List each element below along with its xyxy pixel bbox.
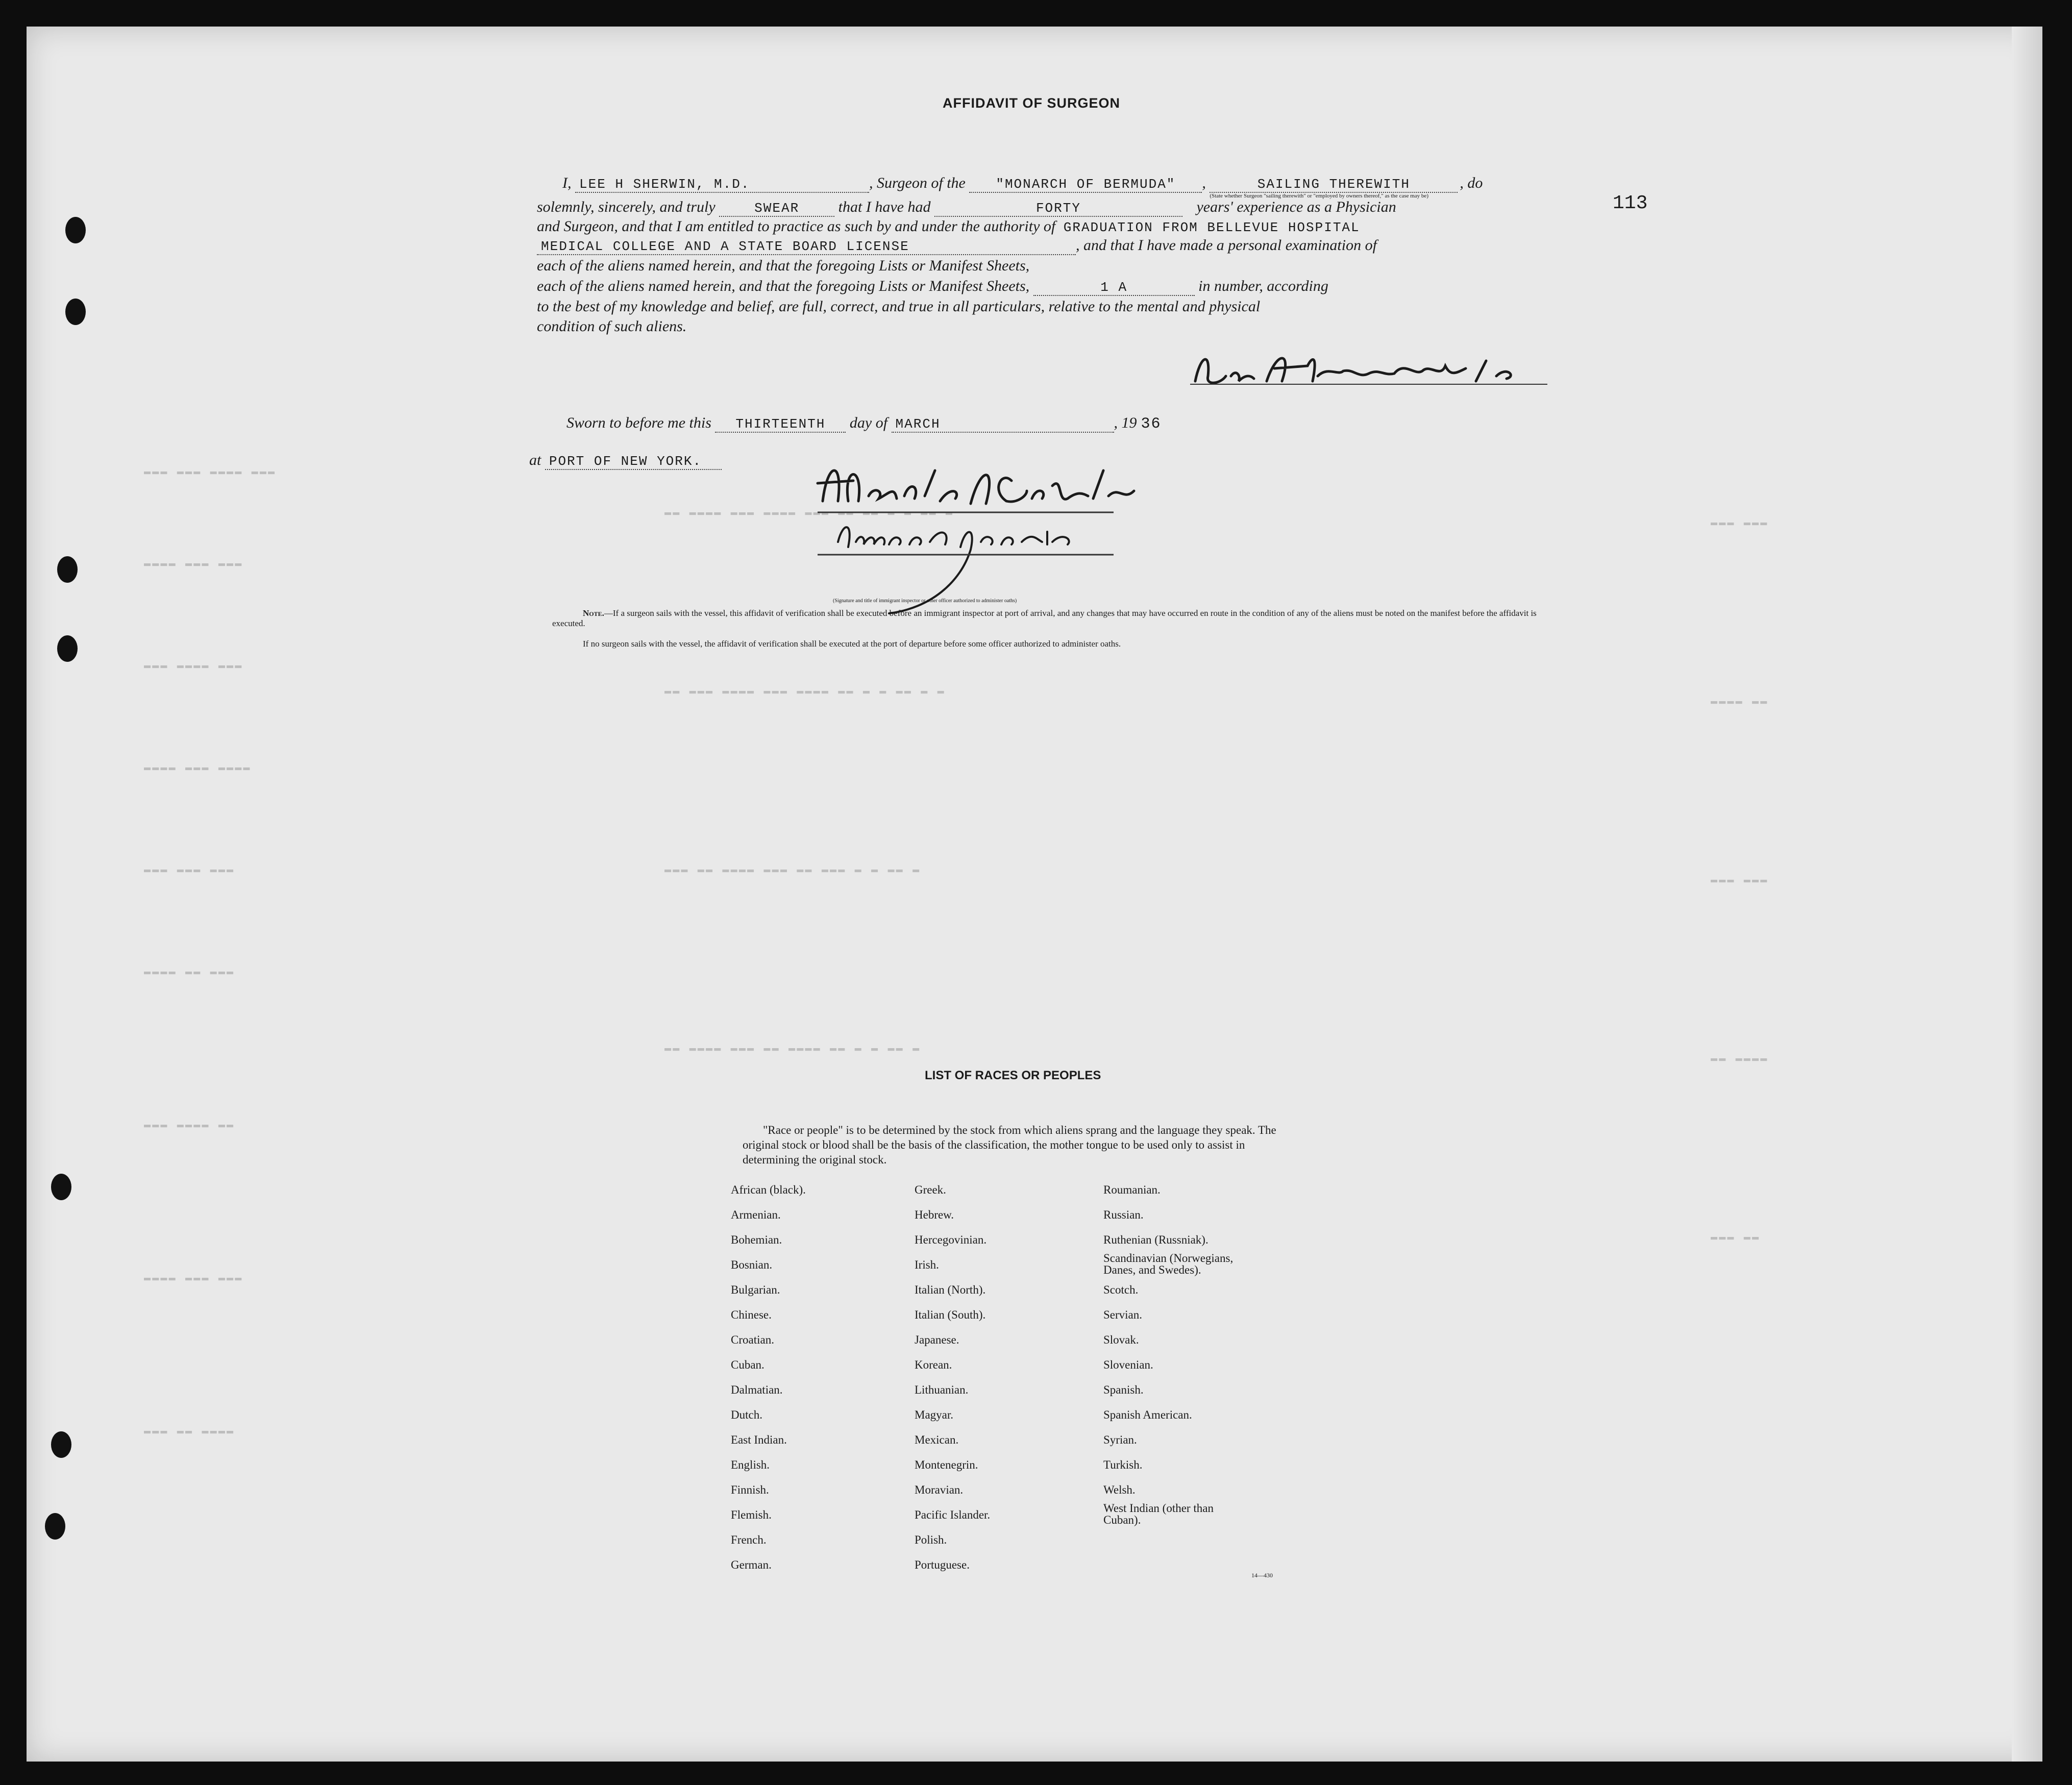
races-list-intro: "Race or people" is to be determined by the stock from which aliens sprang and the language they speak. The original stock or blood shall be the basis of the classification, the mother tongue to be used only to assist in determining the original stock. [743,1124,1276,1166]
race-item: Hercegovinian. [915,1233,987,1246]
race-item: German. [731,1558,772,1571]
note-text-1: —If a surgeon sails with the vessel, this affidavit of verification shall be executed before an immigrant inspector at port of arrival, and any changes that may have occurred en route in the condition of any of the aliens must be noted on the manifest before the affidavit is executed. [552,608,1537,628]
bleed-through-text: ▬▬ ▬▬▬ ▬▬▬▬ ▬▬▬ ▬▬▬▬ ▬▬ ▬ ▬ ▬▬ ▬ ▬ [664,685,946,698]
bleed-through-text: ▬▬▬ ▬▬▬▬ ▬▬▬ [144,659,243,672]
race-item: Magyar. [915,1408,954,1421]
race-item: Pacific Islander. [915,1508,991,1521]
race-item: Italian (North). [915,1283,986,1296]
sailing-status-field: SAILING THEREWITH [1210,177,1458,193]
affidavit-line-6 [537,278,1328,296]
race-item: Montenegrin. [915,1458,978,1471]
races-column-2 [915,1177,990,1577]
affidavit-text-i: I, [562,175,572,191]
race-item: Spanish American. [1103,1408,1192,1421]
race-item: Finnish. [731,1483,769,1496]
sailing-status-note: (State whether Surgeon "sailing therewith" or "employed by owners thereof," as the case may be) [1210,193,1428,199]
affidavit-text: each of the aliens named herein, and that the foregoing Lists or Manifest Sheets, [537,257,1030,274]
race-item: Dalmatian. [731,1383,783,1396]
affidavit-text: , and that I have made a personal examination of [1076,237,1377,254]
race-item: West Indian (other than Cuban). [1103,1502,1214,1526]
binder-hole [45,1513,65,1540]
affidavit-text: each of the aliens named herein, and that the foregoing Lists or Manifest Sheets, [537,278,1030,294]
sheets-number-field: 1 A [1033,280,1195,296]
page-edge-shadow [2012,27,2042,1762]
race-item: Japanese. [915,1333,959,1346]
race-item: Servian. [1103,1308,1143,1321]
race-item: Korean. [915,1358,952,1371]
race-item: East Indian. [731,1433,787,1446]
affidavit-line-3 [537,218,1364,235]
race-item: Irish. [915,1258,939,1271]
affidavit-text: at [529,452,541,468]
surgeon-signature [1190,345,1547,396]
affidavit-line-8 [537,318,686,335]
surgeon-signature-drawing [1190,345,1547,396]
bleed-through-text: ▬▬▬▬ ▬▬▬ ▬▬▬ [144,557,243,570]
affidavit-line-1: I, LEE H SHERWIN, M.D. , Surgeon of the "MONARCH OF BERMUDA" , SAILING THEREWITH (State whether Surgeon "sailing therewith" or "employed by owners thereof," as the case may be), do [562,175,1483,210]
races-list-title: LIST OF RACES OR PEOPLES [925,1069,1101,1082]
race-item: Armenian. [731,1208,781,1221]
race-item: Turkish. [1103,1458,1143,1471]
surgeon-name-field: LEE H SHERWIN, M.D. [575,177,869,193]
race-item: Russian. [1103,1208,1144,1221]
affidavit-text: years' experience as a Physician [1196,199,1396,215]
race-item: Moravian. [915,1483,964,1496]
race-item: Italian (South). [915,1308,986,1321]
races-column-3 [1103,1177,1233,1527]
affidavit-text: Sworn to before me this [566,414,711,431]
bleed-through-text: ▬▬ ▬▬▬▬ ▬▬▬ ▬▬ ▬▬▬▬ ▬▬ ▬ ▬ ▬▬ ▬ [664,1042,921,1055]
race-item: French. [731,1533,767,1546]
signature-line [1190,384,1547,385]
binder-hole [51,1431,71,1458]
note-label: Note. [583,608,604,618]
race-item: Dutch. [731,1408,762,1421]
affidavit-line-4 [537,237,1377,255]
affidavit-text: , 19 [1114,414,1137,431]
affidavit-text: to the best of my knowledge and belief, are full, correct, and true in all particulars, relative to the mental and physical [537,298,1261,315]
bleed-through-text: ▬▬▬▬ ▬▬ [1711,695,1769,708]
affidavit-text: in number, according [1198,278,1328,294]
sworn-month-field: MARCH [892,416,1114,433]
bleed-through-text: ▬▬▬ ▬▬▬ [1711,516,1769,529]
document-page [27,27,2042,1762]
sworn-line [566,414,1166,433]
race-item: Bosnian. [731,1258,773,1271]
affidavit-text: day of [849,414,888,431]
binder-hole [57,556,78,583]
race-item: African (black). [731,1183,806,1196]
bleed-through-text: ▬▬▬ ▬▬ [1711,1231,1761,1244]
affidavit-line-5 [537,257,1029,275]
races-column-1 [731,1177,806,1577]
affidavit-text: , Surgeon of the [869,175,966,191]
race-item: Slovenian. [1103,1358,1153,1371]
bleed-through-text: ▬▬▬ ▬▬▬ ▬▬▬▬ ▬▬▬ [144,465,277,478]
race-item: Ruthenian (Russniak). [1103,1233,1208,1246]
affidavit-title: AFFIDAVIT OF SURGEON [943,95,1120,111]
bleed-through-text: ▬▬ ▬▬▬▬ ▬▬▬ ▬▬▬▬ ▬▬▬ ▬▬ ▬▬ ▬ ▬ ▬▬ ▬ [664,506,954,519]
bleed-through-text: ▬▬▬▬ ▬▬▬ ▬▬▬▬ [144,761,252,774]
affidavit-text: solemnly, sincerely, and truly [537,199,716,215]
race-item: English. [731,1458,770,1471]
affidavit-note-2: If no surgeon sails with the vessel, the affidavit of verification shall be executed at the port of departure before some officer authorized to administer oaths. [583,639,1121,649]
race-item: Bulgarian. [731,1283,780,1296]
race-item: Lithuanian. [915,1383,969,1396]
sworn-day-field: THIRTEENTH [715,416,846,433]
page-number: 113 [1613,192,1648,214]
race-item: Syrian. [1103,1433,1137,1446]
binder-hole [57,635,78,662]
bleed-through-text: ▬▬▬ ▬▬ ▬▬▬▬ [144,1425,235,1437]
bleed-through-text: ▬▬▬ ▬▬▬ [1711,874,1769,886]
form-number: 14—430 [1251,1572,1273,1579]
binder-hole [65,217,86,243]
affidavit-text: that I have had [838,199,931,215]
signature-caption: (Signature and title of immigrant inspector or other officer authorized to administer oaths) [833,598,1017,604]
binder-hole [65,299,86,325]
authority-field-line2: MEDICAL COLLEGE AND A STATE BOARD LICENSE [537,239,1076,255]
bleed-through-text: ▬▬▬ ▬▬ ▬▬▬▬ ▬▬▬ ▬▬ ▬▬▬ ▬ ▬ ▬▬ ▬ [664,863,921,876]
sworn-year-field: 36 [1141,415,1162,433]
bleed-through-text: ▬▬ ▬▬▬▬ [1711,1052,1769,1065]
affidavit-note [552,608,1547,629]
bleed-through-text: ▬▬▬▬ ▬▬▬ ▬▬▬ [144,1272,243,1284]
race-item: Slovak. [1103,1333,1139,1346]
race-item: Welsh. [1103,1483,1136,1496]
race-item: Mexican. [915,1433,959,1446]
race-item: Roumanian. [1103,1183,1161,1196]
affidavit-line-7 [537,298,1260,315]
affidavit-text: and Surgeon, and that I am entitled to practice as such by and under the authority of [537,218,1056,235]
race-item: Bohemian. [731,1233,782,1246]
bleed-through-text: ▬▬▬ ▬▬▬▬ ▬▬ [144,1119,235,1131]
race-item: Cuban. [731,1358,764,1371]
race-item: Greek. [915,1183,946,1196]
binder-hole [51,1174,71,1200]
affidavit-text: condition of such aliens. [537,318,687,335]
race-item: Spanish. [1103,1383,1144,1396]
bleed-through-text: ▬▬▬ ▬▬▬ ▬▬▬ [144,863,235,876]
race-item: Scandinavian (Norwegians, Danes, and Swedes). [1103,1252,1234,1276]
affidavit-line-2 [537,199,1396,217]
affidavit-text: , do [1460,175,1483,191]
race-item: Flemish. [731,1508,772,1521]
vessel-name-field: "MONARCH OF BERMUDA" [969,177,1202,193]
race-item: Chinese. [731,1308,772,1321]
sworn-place-field: PORT OF NEW YORK. [545,454,722,470]
race-item: Scotch. [1103,1283,1139,1296]
bleed-through-text: ▬▬▬▬ ▬▬ ▬▬▬ [144,965,235,978]
race-item: Hebrew. [915,1208,954,1221]
oath-word-field: SWEAR [719,201,834,217]
race-item: Polish. [915,1533,947,1546]
race-item: Portuguese. [915,1558,970,1571]
sworn-place-line [529,452,722,470]
race-item: Croatian. [731,1333,774,1346]
authority-field-line1: GRADUATION FROM BELLEVUE HOSPITAL [1063,220,1360,235]
years-experience-field: FORTY [934,201,1182,217]
